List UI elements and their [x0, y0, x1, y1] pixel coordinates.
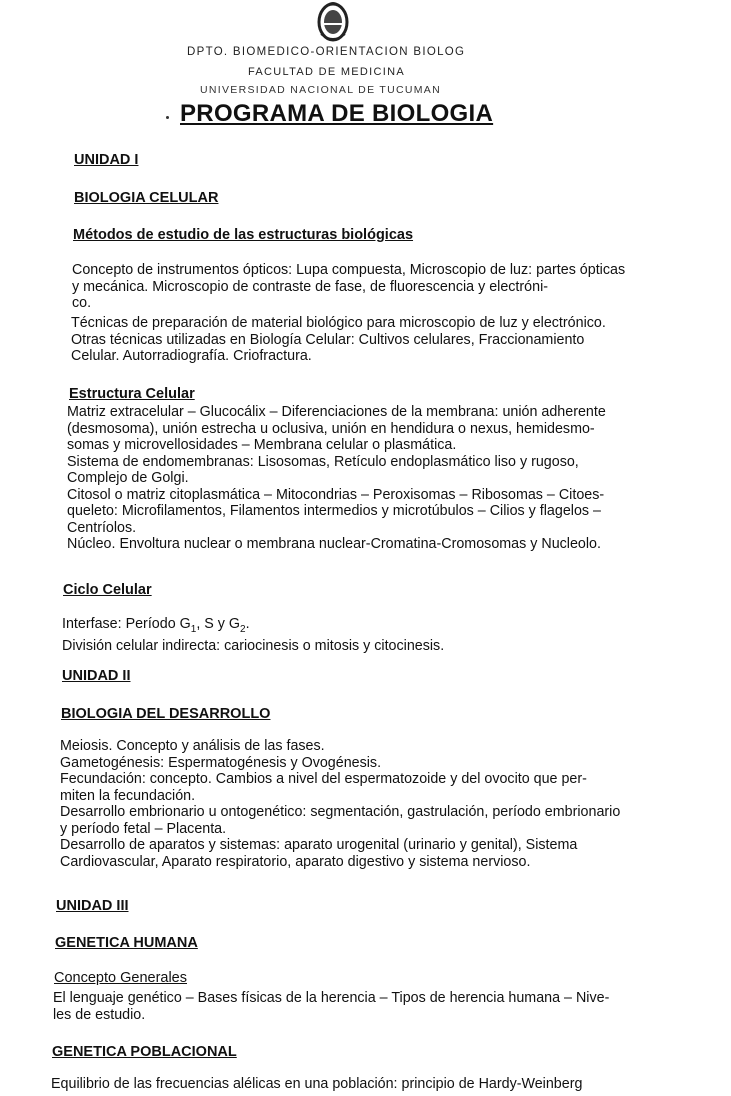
text-line: Fecundación: concepto. Cambios a nivel del espermatozoide y del ovocito que per-: [60, 771, 587, 787]
section-title-cell-cycle: Ciclo Celular: [63, 582, 152, 598]
unit-1-heading: BIOLOGIA CELULAR: [74, 190, 219, 206]
section-title-cell-structure: Estructura Celular: [69, 386, 195, 402]
text-line: y período fetal – Placenta.: [60, 820, 227, 837]
unit-3-heading: GENETICA HUMANA: [55, 935, 198, 951]
faculty-line: FACULTAD DE MEDICINA: [248, 66, 405, 78]
text-line: Matriz extracelular – Glucocálix – Diferenciaciones de la membrana: unión adherente: [67, 404, 606, 420]
unit-2-label: UNIDAD II: [62, 668, 131, 684]
text-line: y mecánica. Microscopio de contraste de fase, de fluorescencia y electróni-: [72, 278, 548, 295]
paragraph-instruments: [72, 262, 625, 312]
paragraph-techniques: [71, 315, 606, 365]
unit-3-heading-population: GENETICA POBLACIONAL: [52, 1044, 237, 1060]
text-line: queleto: Microfilamentos, Filamentos intermedios y microtúbulos – Cilios y flagelos –: [67, 503, 601, 519]
text-line: miten la fecundación.: [60, 787, 196, 804]
paragraph-cell-structure: [67, 404, 606, 553]
unit-2-heading: BIOLOGIA DEL DESARROLLO: [61, 706, 271, 722]
paragraph-population: [51, 1076, 582, 1093]
page-title: PROGRAMA DE BIOLOGIA: [180, 100, 494, 127]
text-line: Desarrollo embrionario u ontogenético: segmentación, gastrulación, período embrionario: [60, 804, 621, 820]
text-line: Meiosis. Concepto y análisis de las fases.: [60, 738, 325, 754]
text-line: Otras técnicas utilizadas en Biología Celular: Cultivos celulares, Fraccionamiento: [71, 331, 585, 348]
paragraph-genetics: [53, 990, 609, 1023]
university-seal-icon: [313, 0, 353, 44]
text-line: Desarrollo de aparatos y sistemas: aparato urogenital (urinario y genital), Sistema: [60, 837, 578, 853]
paragraph-development: [60, 738, 620, 870]
text-line: Complejo de Golgi.: [67, 470, 189, 486]
text-line: Núcleo. Envoltura nuclear o membrana nuclear-Cromatina-Cromosomas y Nucleolo.: [67, 536, 601, 552]
unit-1-label: UNIDAD I: [74, 152, 139, 168]
g1-subscript: 1: [190, 623, 197, 635]
text-line: Sistema de endomembranas: Lisosomas, Retículo endoplasmático liso y rugoso,: [67, 453, 579, 470]
text-line: Concepto de instrumentos ópticos: Lupa compuesta, Microscopio de luz: partes ópticas: [72, 262, 626, 278]
text-line: Cardiovascular, Aparato respiratorio, aparato digestivo y sistema nervioso.: [60, 853, 531, 870]
text-line: El lenguaje genético – Bases físicas de la herencia – Tipos de herencia humana – Nive-: [53, 990, 610, 1006]
unit-3-label: UNIDAD III: [56, 898, 129, 914]
interfase-end: .: [245, 616, 250, 632]
text-line-interfase: [62, 616, 444, 638]
text-line: les de estudio.: [53, 1006, 146, 1023]
stray-dot: [166, 116, 169, 119]
text-line: División celular indirecta: cariocinesis o mitosis y citocinesis.: [62, 638, 445, 655]
text-line: Celular. Autorradiografía. Criofractura.: [71, 348, 312, 364]
section-title-general-concepts: Concepto Generales: [54, 970, 187, 986]
text-line: (desmosoma), unión estrecha u oclusiva, unión en hendidura o nexus, hemidesmo-: [67, 420, 595, 437]
g2-subscript: 2: [240, 623, 246, 635]
paragraph-cell-cycle: [62, 616, 444, 655]
department-line: DPTO. BIOMEDICO-ORIENTACION BIOLOG: [187, 46, 466, 58]
text-line: somas y microvellosidades – Membrana celular o plasmática.: [67, 437, 457, 453]
text-line: Equilibrio de las frecuencias alélicas en una población: principio de Hardy-Weinberg: [51, 1076, 583, 1092]
text-line: co.: [72, 295, 92, 311]
university-line: UNIVERSIDAD NACIONAL DE TUCUMAN: [200, 84, 441, 96]
text-line: Técnicas de preparación de material biológico para microscopio de luz y electrónico.: [71, 315, 606, 331]
interfase-mid: , S y G: [196, 616, 241, 632]
interfase-text: Interfase: Período G: [62, 616, 191, 632]
section-title-methods: Métodos de estudio de las estructuras biológicas: [73, 227, 414, 243]
text-line: Citosol o matriz citoplasmática – Mitocondrias – Peroxisomas – Ribosomas – Citoes-: [67, 486, 605, 503]
text-line: Gametogénesis: Espermatogénesis y Ovogénesis.: [60, 754, 382, 771]
text-line: Centríolos.: [67, 519, 137, 536]
